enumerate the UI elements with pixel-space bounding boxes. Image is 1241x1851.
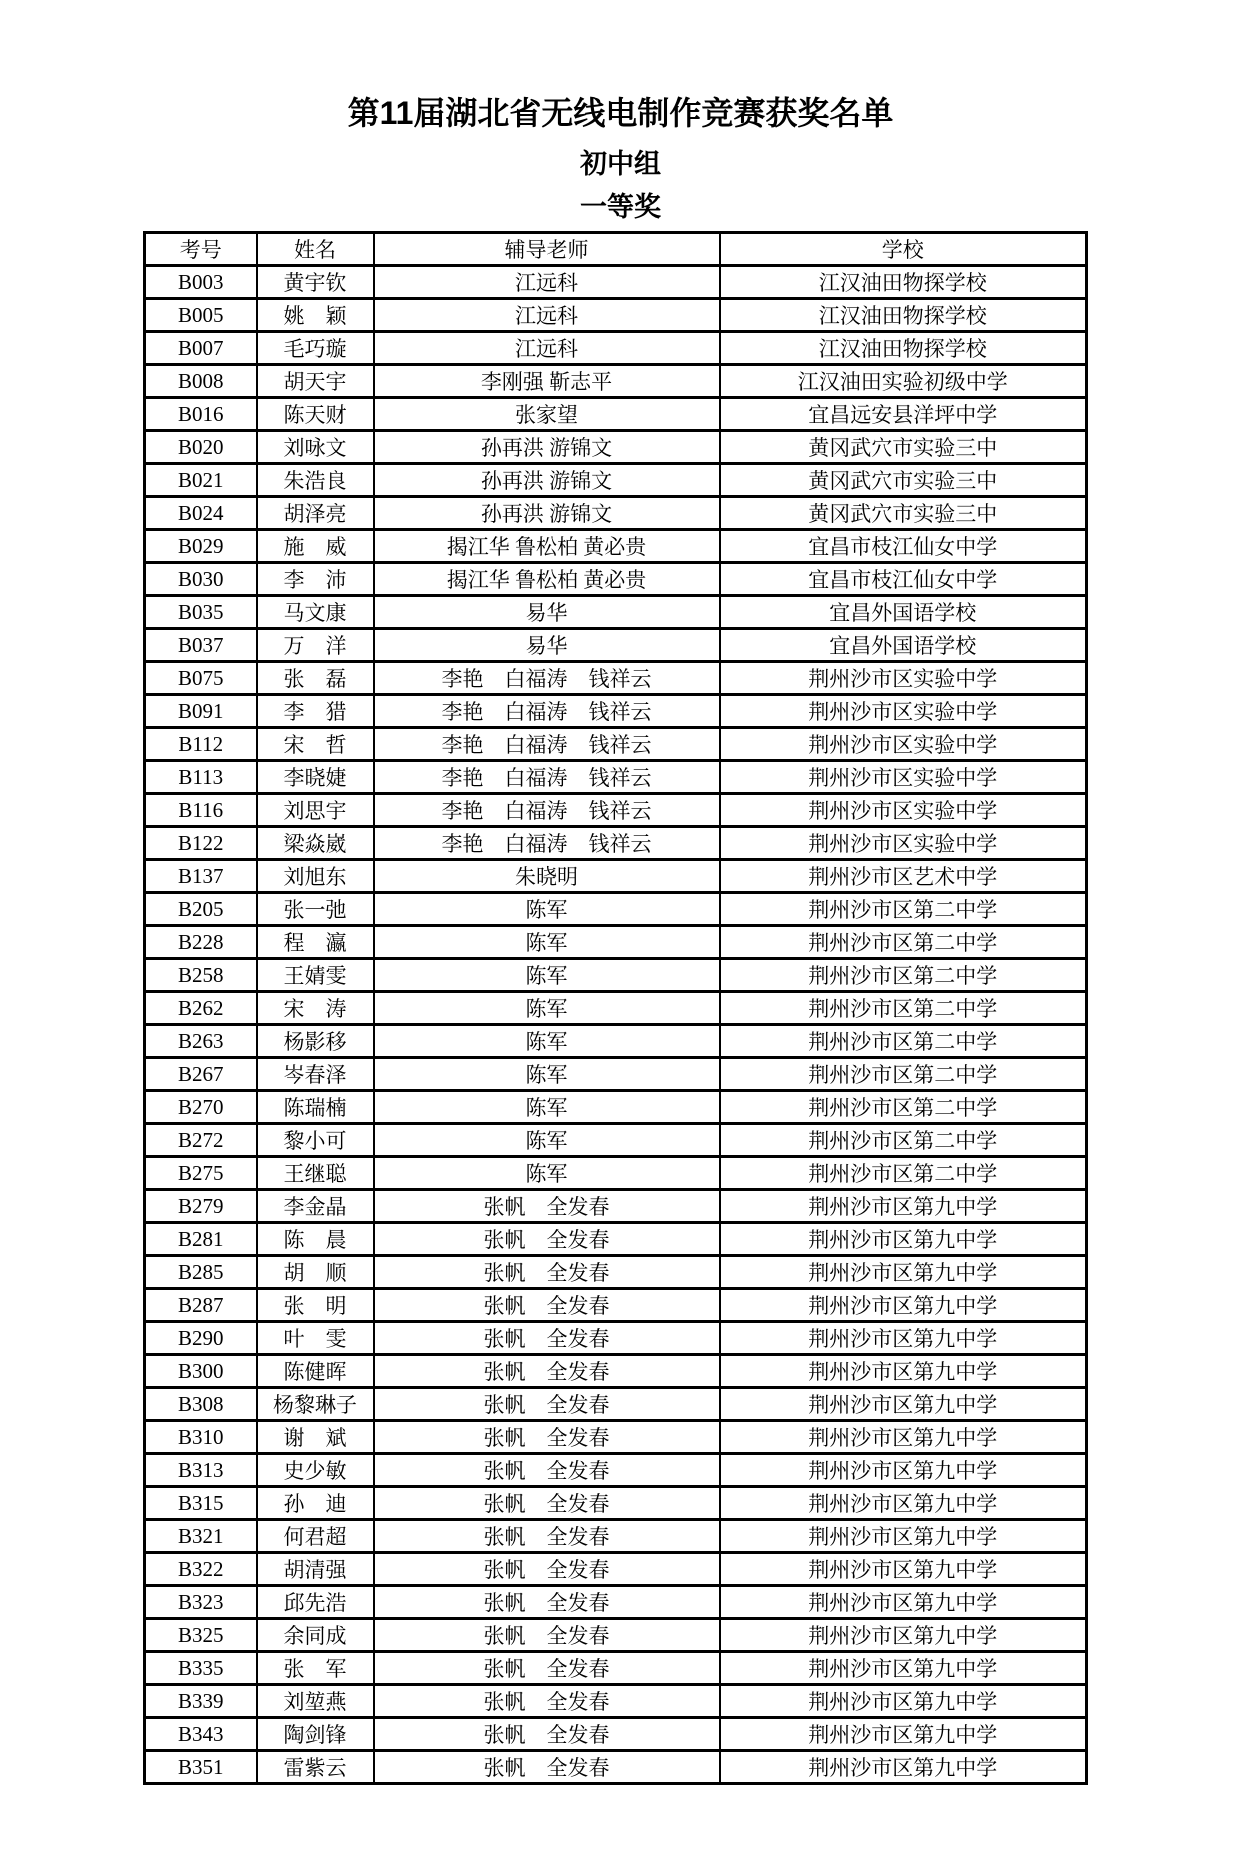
teachers-cell: 张帆 全发春 (374, 1289, 720, 1322)
exam-no-cell: B122 (145, 827, 257, 860)
school-cell: 荆州沙市区第九中学 (720, 1751, 1087, 1784)
exam-no-cell: B075 (145, 662, 257, 695)
table-row (145, 1025, 1087, 1058)
exam-no-cell: B321 (145, 1520, 257, 1553)
exam-no-cell: B300 (145, 1355, 257, 1388)
name-cell: 雷紫云 (257, 1751, 374, 1784)
school-cell: 宜昌市枝江仙女中学 (720, 530, 1087, 563)
school-cell: 荆州沙市区艺术中学 (720, 860, 1087, 893)
name-cell: 李 猎 (257, 695, 374, 728)
teachers-cell: 陈军 (374, 1091, 720, 1124)
exam-no-cell: B263 (145, 1025, 257, 1058)
table-row (145, 1289, 1087, 1322)
name-cell: 胡清强 (257, 1553, 374, 1586)
teachers-cell: 李艳 白福涛 钱祥云 (374, 761, 720, 794)
teachers-cell: 揭江华 鲁松柏 黄必贵 (374, 563, 720, 596)
name-cell: 朱浩良 (257, 464, 374, 497)
table-row (145, 497, 1087, 530)
teachers-cell: 张帆 全发春 (374, 1553, 720, 1586)
teachers-cell: 孙再洪 游锦文 (374, 497, 720, 530)
exam-no-cell: B112 (145, 728, 257, 761)
teachers-cell: 张帆 全发春 (374, 1355, 720, 1388)
exam-no-cell: B137 (145, 860, 257, 893)
name-cell: 程 瀛 (257, 926, 374, 959)
name-cell: 黎小可 (257, 1124, 374, 1157)
school-cell: 荆州沙市区第九中学 (720, 1553, 1087, 1586)
table-row (145, 992, 1087, 1025)
school-cell: 荆州沙市区第二中学 (720, 1058, 1087, 1091)
exam-no-cell: B005 (145, 299, 257, 332)
table-row (145, 1421, 1087, 1454)
exam-no-cell: B008 (145, 365, 257, 398)
exam-no-cell: B339 (145, 1685, 257, 1718)
school-cell: 荆州沙市区第九中学 (720, 1652, 1087, 1685)
name-cell: 姚 颖 (257, 299, 374, 332)
name-cell: 胡泽亮 (257, 497, 374, 530)
school-cell: 荆州沙市区第九中学 (720, 1190, 1087, 1223)
exam-no-cell: B205 (145, 893, 257, 926)
teachers-cell: 朱晓明 (374, 860, 720, 893)
table-row (145, 1652, 1087, 1685)
col-header-name: 姓名 (257, 233, 374, 266)
name-cell: 李金晶 (257, 1190, 374, 1223)
table-row (145, 299, 1087, 332)
school-cell: 黄冈武穴市实验三中 (720, 464, 1087, 497)
table-row (145, 1091, 1087, 1124)
table-row (145, 1157, 1087, 1190)
table-row (145, 926, 1087, 959)
school-cell: 荆州沙市区第九中学 (720, 1223, 1087, 1256)
exam-no-cell: B021 (145, 464, 257, 497)
exam-no-cell: B322 (145, 1553, 257, 1586)
name-cell: 谢 斌 (257, 1421, 374, 1454)
school-cell: 荆州沙市区第九中学 (720, 1520, 1087, 1553)
exam-no-cell: B020 (145, 431, 257, 464)
exam-no-cell: B007 (145, 332, 257, 365)
teachers-cell: 江远科 (374, 266, 720, 299)
col-header-school: 学校 (720, 233, 1087, 266)
exam-no-cell: B285 (145, 1256, 257, 1289)
school-cell: 江汉油田物探学校 (720, 266, 1087, 299)
school-cell: 荆州沙市区第九中学 (720, 1454, 1087, 1487)
school-cell: 荆州沙市区第九中学 (720, 1388, 1087, 1421)
school-cell: 荆州沙市区第二中学 (720, 926, 1087, 959)
name-cell: 陶剑锋 (257, 1718, 374, 1751)
school-cell: 江汉油田实验初级中学 (720, 365, 1087, 398)
name-cell: 岑春泽 (257, 1058, 374, 1091)
exam-no-cell: B279 (145, 1190, 257, 1223)
teachers-cell: 张帆 全发春 (374, 1619, 720, 1652)
exam-no-cell: B262 (145, 992, 257, 1025)
school-cell: 荆州沙市区第二中学 (720, 959, 1087, 992)
name-cell: 刘思宇 (257, 794, 374, 827)
exam-no-cell: B030 (145, 563, 257, 596)
table-row (145, 794, 1087, 827)
name-cell: 陈瑞楠 (257, 1091, 374, 1124)
school-cell: 荆州沙市区第九中学 (720, 1718, 1087, 1751)
table-row (145, 1322, 1087, 1355)
table-row (145, 1256, 1087, 1289)
name-cell: 李 沛 (257, 563, 374, 596)
table-row (145, 1223, 1087, 1256)
teachers-cell: 张帆 全发春 (374, 1223, 720, 1256)
teachers-cell: 李艳 白福涛 钱祥云 (374, 728, 720, 761)
teachers-cell: 李艳 白福涛 钱祥云 (374, 827, 720, 860)
exam-no-cell: B258 (145, 959, 257, 992)
exam-no-cell: B091 (145, 695, 257, 728)
teachers-cell: 陈军 (374, 1025, 720, 1058)
table-row (145, 1058, 1087, 1091)
exam-no-cell: B116 (145, 794, 257, 827)
table-row (145, 761, 1087, 794)
exam-no-cell: B035 (145, 596, 257, 629)
exam-no-cell: B290 (145, 1322, 257, 1355)
school-cell: 荆州沙市区第二中学 (720, 992, 1087, 1025)
teachers-cell: 张帆 全发春 (374, 1421, 720, 1454)
exam-no-cell: B325 (145, 1619, 257, 1652)
exam-no-cell: B351 (145, 1751, 257, 1784)
exam-no-cell: B024 (145, 497, 257, 530)
school-cell: 荆州沙市区第九中学 (720, 1355, 1087, 1388)
teachers-cell: 张帆 全发春 (374, 1718, 720, 1751)
teachers-cell: 张帆 全发春 (374, 1685, 720, 1718)
exam-no-cell: B113 (145, 761, 257, 794)
exam-no-cell: B228 (145, 926, 257, 959)
school-cell: 荆州沙市区实验中学 (720, 794, 1087, 827)
exam-no-cell: B310 (145, 1421, 257, 1454)
name-cell: 张 明 (257, 1289, 374, 1322)
table-row (145, 1586, 1087, 1619)
school-cell: 荆州沙市区第二中学 (720, 1091, 1087, 1124)
teachers-cell: 李艳 白福涛 钱祥云 (374, 695, 720, 728)
teachers-cell: 孙再洪 游锦文 (374, 464, 720, 497)
name-cell: 胡 顺 (257, 1256, 374, 1289)
teachers-cell: 易华 (374, 596, 720, 629)
teachers-cell: 江远科 (374, 299, 720, 332)
school-cell: 荆州沙市区第九中学 (720, 1685, 1087, 1718)
table-row (145, 860, 1087, 893)
school-cell: 荆州沙市区实验中学 (720, 662, 1087, 695)
school-cell: 江汉油田物探学校 (720, 332, 1087, 365)
award-heading: 一等奖 (580, 192, 661, 222)
exam-no-cell: B315 (145, 1487, 257, 1520)
name-cell: 张 军 (257, 1652, 374, 1685)
teachers-cell: 易华 (374, 629, 720, 662)
name-cell: 宋 哲 (257, 728, 374, 761)
school-cell: 荆州沙市区第九中学 (720, 1289, 1087, 1322)
teachers-cell: 张帆 全发春 (374, 1520, 720, 1553)
school-cell: 荆州沙市区第九中学 (720, 1619, 1087, 1652)
exam-no-cell: B037 (145, 629, 257, 662)
school-cell: 黄冈武穴市实验三中 (720, 431, 1087, 464)
teachers-cell: 张帆 全发春 (374, 1586, 720, 1619)
teachers-cell: 张帆 全发春 (374, 1487, 720, 1520)
teachers-cell: 李刚强 靳志平 (374, 365, 720, 398)
exam-no-cell: B323 (145, 1586, 257, 1619)
school-cell: 荆州沙市区实验中学 (720, 761, 1087, 794)
name-cell: 万 洋 (257, 629, 374, 662)
table-row (145, 1751, 1087, 1784)
name-cell: 刘咏文 (257, 431, 374, 464)
table-row (145, 431, 1087, 464)
teachers-cell: 张帆 全发春 (374, 1322, 720, 1355)
school-cell: 荆州沙市区第九中学 (720, 1322, 1087, 1355)
teachers-cell: 李艳 白福涛 钱祥云 (374, 794, 720, 827)
name-cell: 余同成 (257, 1619, 374, 1652)
col-header-teachers: 辅导老师 (374, 233, 720, 266)
table-row (145, 728, 1087, 761)
table-row (145, 332, 1087, 365)
teachers-cell: 张帆 全发春 (374, 1256, 720, 1289)
school-cell: 宜昌远安县洋坪中学 (720, 398, 1087, 431)
name-cell: 杨黎琳子 (257, 1388, 374, 1421)
table-row (145, 1388, 1087, 1421)
school-cell: 江汉油田物探学校 (720, 299, 1087, 332)
table-row (145, 266, 1087, 299)
teachers-cell: 陈军 (374, 959, 720, 992)
name-cell: 杨影移 (257, 1025, 374, 1058)
table-row (145, 662, 1087, 695)
teachers-cell: 张帆 全发春 (374, 1751, 720, 1784)
exam-no-cell: B335 (145, 1652, 257, 1685)
exam-no-cell: B313 (145, 1454, 257, 1487)
exam-no-cell: B272 (145, 1124, 257, 1157)
table-row (145, 530, 1087, 563)
name-cell: 胡天宇 (257, 365, 374, 398)
name-cell: 陈天财 (257, 398, 374, 431)
name-cell: 刘旭东 (257, 860, 374, 893)
table-row (145, 1355, 1087, 1388)
school-cell: 宜昌外国语学校 (720, 629, 1087, 662)
name-cell: 陈 晨 (257, 1223, 374, 1256)
school-cell: 黄冈武穴市实验三中 (720, 497, 1087, 530)
teachers-cell: 陈军 (374, 1058, 720, 1091)
school-cell: 荆州沙市区第九中学 (720, 1586, 1087, 1619)
exam-no-cell: B270 (145, 1091, 257, 1124)
teachers-cell: 张帆 全发春 (374, 1454, 720, 1487)
table-row (145, 1124, 1087, 1157)
teachers-cell: 孙再洪 游锦文 (374, 431, 720, 464)
name-cell: 施 威 (257, 530, 374, 563)
exam-no-cell: B016 (145, 398, 257, 431)
table-header-row (145, 233, 1087, 266)
table-row (145, 1487, 1087, 1520)
page-title: 第11届湖北省无线电制作竞赛获奖名单 (347, 95, 894, 131)
table-row (145, 1190, 1087, 1223)
exam-no-cell: B003 (145, 266, 257, 299)
name-cell: 宋 涛 (257, 992, 374, 1025)
teachers-cell: 陈军 (374, 1157, 720, 1190)
exam-no-cell: B267 (145, 1058, 257, 1091)
name-cell: 叶 雯 (257, 1322, 374, 1355)
teachers-cell: 揭江华 鲁松柏 黄必贵 (374, 530, 720, 563)
school-cell: 荆州沙市区第二中学 (720, 893, 1087, 926)
table-row (145, 1454, 1087, 1487)
table-row (145, 695, 1087, 728)
name-cell: 陈健晖 (257, 1355, 374, 1388)
name-cell: 梁焱崴 (257, 827, 374, 860)
teachers-cell: 李艳 白福涛 钱祥云 (374, 662, 720, 695)
table-row (145, 1619, 1087, 1652)
table-row (145, 1553, 1087, 1586)
teachers-cell: 陈军 (374, 926, 720, 959)
school-cell: 荆州沙市区实验中学 (720, 827, 1087, 860)
teachers-cell: 江远科 (374, 332, 720, 365)
table-row (145, 398, 1087, 431)
exam-no-cell: B281 (145, 1223, 257, 1256)
name-cell: 王继聪 (257, 1157, 374, 1190)
awards-table (143, 231, 1088, 1785)
table-row (145, 827, 1087, 860)
table-row (145, 365, 1087, 398)
school-cell: 荆州沙市区实验中学 (720, 695, 1087, 728)
exam-no-cell: B029 (145, 530, 257, 563)
name-cell: 孙 迪 (257, 1487, 374, 1520)
table-row (145, 893, 1087, 926)
exam-no-cell: B275 (145, 1157, 257, 1190)
teachers-cell: 陈军 (374, 893, 720, 926)
exam-no-cell: B287 (145, 1289, 257, 1322)
table-row (145, 959, 1087, 992)
school-cell: 宜昌外国语学校 (720, 596, 1087, 629)
teachers-cell: 张帆 全发春 (374, 1190, 720, 1223)
teachers-cell: 张帆 全发春 (374, 1388, 720, 1421)
group-heading: 初中组 (580, 149, 661, 179)
table-row (145, 1520, 1087, 1553)
col-header-exam-no: 考号 (145, 233, 257, 266)
school-cell: 荆州沙市区第九中学 (720, 1256, 1087, 1289)
name-cell: 李晓婕 (257, 761, 374, 794)
exam-no-cell: B343 (145, 1718, 257, 1751)
name-cell: 王婧雯 (257, 959, 374, 992)
name-cell: 史少敏 (257, 1454, 374, 1487)
table-row (145, 1685, 1087, 1718)
name-cell: 邱先浩 (257, 1586, 374, 1619)
school-cell: 荆州沙市区第九中学 (720, 1487, 1087, 1520)
school-cell: 宜昌市枝江仙女中学 (720, 563, 1087, 596)
table-row (145, 629, 1087, 662)
name-cell: 何君超 (257, 1520, 374, 1553)
teachers-cell: 张帆 全发春 (374, 1652, 720, 1685)
teachers-cell: 陈军 (374, 1124, 720, 1157)
table-row (145, 464, 1087, 497)
name-cell: 毛巧璇 (257, 332, 374, 365)
school-cell: 荆州沙市区第九中学 (720, 1421, 1087, 1454)
table-row (145, 596, 1087, 629)
name-cell: 黄宇钦 (257, 266, 374, 299)
exam-no-cell: B308 (145, 1388, 257, 1421)
teachers-cell: 陈军 (374, 992, 720, 1025)
table-row (145, 563, 1087, 596)
school-cell: 荆州沙市区第二中学 (720, 1025, 1087, 1058)
school-cell: 荆州沙市区第二中学 (720, 1157, 1087, 1190)
school-cell: 荆州沙市区第二中学 (720, 1124, 1087, 1157)
name-cell: 张一弛 (257, 893, 374, 926)
name-cell: 张 磊 (257, 662, 374, 695)
name-cell: 刘堃燕 (257, 1685, 374, 1718)
teachers-cell: 张家望 (374, 398, 720, 431)
school-cell: 荆州沙市区实验中学 (720, 728, 1087, 761)
name-cell: 马文康 (257, 596, 374, 629)
table-row (145, 1718, 1087, 1751)
